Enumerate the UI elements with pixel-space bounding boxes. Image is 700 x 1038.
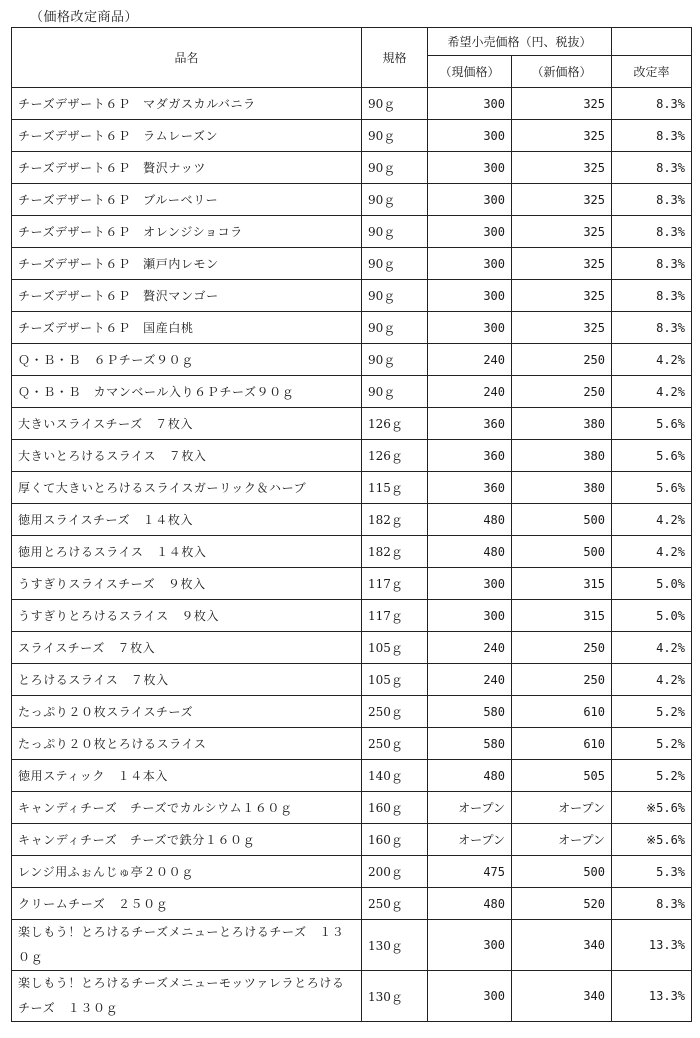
- product-name-cell: 大きいとろけるスライス ７枚入: [12, 440, 362, 472]
- new-price-cell: 325: [512, 152, 612, 184]
- current-price-cell: 300: [428, 216, 512, 248]
- table-row: [12, 728, 692, 760]
- new-price-cell: 325: [512, 312, 612, 344]
- new-price-cell: 610: [512, 728, 612, 760]
- revision-rate-cell: 13.3%: [612, 971, 692, 1022]
- revision-rate-cell: 8.3%: [612, 88, 692, 120]
- current-price-cell: オープン: [428, 824, 512, 856]
- new-price-cell: 250: [512, 344, 612, 376]
- new-price-cell: 315: [512, 600, 612, 632]
- new-price-cell: 505: [512, 760, 612, 792]
- current-price-cell: 475: [428, 856, 512, 888]
- revision-rate-cell: 5.3%: [612, 856, 692, 888]
- spec-cell: 105ｇ: [362, 632, 428, 664]
- spec-cell: 90ｇ: [362, 216, 428, 248]
- current-price-cell: 300: [428, 920, 512, 971]
- spec-cell: 130ｇ: [362, 920, 428, 971]
- table-row: [12, 632, 692, 664]
- spec-cell: 117ｇ: [362, 600, 428, 632]
- table-row: [12, 696, 692, 728]
- product-name-cell: チーズデザート６Ｐ 贅沢ナッツ: [12, 152, 362, 184]
- table-row: [12, 440, 692, 472]
- product-name-cell: 徳用とろけるスライス １４枚入: [12, 536, 362, 568]
- new-price-cell: 380: [512, 408, 612, 440]
- new-price-cell: 325: [512, 216, 612, 248]
- table-row: [12, 760, 692, 792]
- new-price-cell: 340: [512, 920, 612, 971]
- table-row: [12, 312, 692, 344]
- current-price-cell: 240: [428, 376, 512, 408]
- new-price-cell: 325: [512, 280, 612, 312]
- product-name-cell: たっぷり２０枚スライスチーズ: [12, 696, 362, 728]
- current-price-cell: オープン: [428, 792, 512, 824]
- new-price-cell: オープン: [512, 792, 612, 824]
- product-name-cell: チーズデザート６Ｐ 瀬戸内レモン: [12, 248, 362, 280]
- revision-rate-cell: 8.3%: [612, 184, 692, 216]
- revision-rate-cell: 5.6%: [612, 408, 692, 440]
- current-price-cell: 360: [428, 472, 512, 504]
- table-row: [12, 120, 692, 152]
- header-retail-price: 希望小売価格（円、税抜）: [428, 28, 612, 56]
- spec-cell: 126ｇ: [362, 440, 428, 472]
- current-price-cell: 480: [428, 888, 512, 920]
- product-name-cell: 厚くて大きいとろけるスライスガーリック＆ハーブ: [12, 472, 362, 504]
- revision-rate-cell: ※5.6%: [612, 824, 692, 856]
- spec-cell: 90ｇ: [362, 152, 428, 184]
- product-name-cell: クリームチーズ ２５０ｇ: [12, 888, 362, 920]
- new-price-cell: 500: [512, 856, 612, 888]
- current-price-cell: 580: [428, 696, 512, 728]
- current-price-cell: 480: [428, 504, 512, 536]
- current-price-cell: 300: [428, 280, 512, 312]
- current-price-cell: 240: [428, 664, 512, 696]
- revision-rate-cell: 4.2%: [612, 504, 692, 536]
- revision-rate-cell: 5.2%: [612, 760, 692, 792]
- spec-cell: 90ｇ: [362, 280, 428, 312]
- new-price-cell: 325: [512, 120, 612, 152]
- product-name-cell: Ｑ・Ｂ・Ｂ ６Ｐチーズ９０ｇ: [12, 344, 362, 376]
- header-product-name: 品名: [12, 28, 362, 88]
- current-price-cell: 300: [428, 971, 512, 1022]
- current-price-cell: 360: [428, 440, 512, 472]
- revision-rate-cell: 5.2%: [612, 696, 692, 728]
- spec-cell: 126ｇ: [362, 408, 428, 440]
- new-price-cell: 380: [512, 472, 612, 504]
- revision-rate-cell: 4.2%: [612, 664, 692, 696]
- current-price-cell: 300: [428, 248, 512, 280]
- table-row: [12, 184, 692, 216]
- product-name-cell: チーズデザート６Ｐ ラムレーズン: [12, 120, 362, 152]
- product-name-cell: チーズデザート６Ｐ ブルーベリー: [12, 184, 362, 216]
- product-name-cell: とろけるスライス ７枚入: [12, 664, 362, 696]
- product-name-cell: 徳用スティック １４本入: [12, 760, 362, 792]
- revision-rate-cell: 5.2%: [612, 728, 692, 760]
- new-price-cell: 340: [512, 971, 612, 1022]
- table-row: [12, 472, 692, 504]
- revision-rate-cell: 5.6%: [612, 440, 692, 472]
- product-name-cell: うすぎりとろけるスライス ９枚入: [12, 600, 362, 632]
- new-price-cell: オープン: [512, 824, 612, 856]
- new-price-cell: 250: [512, 664, 612, 696]
- header-blank-cell: [612, 28, 692, 56]
- table-row: [12, 536, 692, 568]
- revision-rate-cell: 8.3%: [612, 216, 692, 248]
- product-name-cell: キャンディチーズ チーズでカルシウム１６０ｇ: [12, 792, 362, 824]
- product-name-cell: 大きいスライスチーズ ７枚入: [12, 408, 362, 440]
- spec-cell: 115ｇ: [362, 472, 428, 504]
- new-price-cell: 325: [512, 184, 612, 216]
- product-name-cell: チーズデザート６Ｐ 国産白桃: [12, 312, 362, 344]
- table-row: [12, 88, 692, 120]
- current-price-cell: 360: [428, 408, 512, 440]
- new-price-cell: 520: [512, 888, 612, 920]
- revision-rate-cell: 8.3%: [612, 120, 692, 152]
- table-row: [12, 344, 692, 376]
- spec-cell: 90ｇ: [362, 184, 428, 216]
- new-price-cell: 250: [512, 632, 612, 664]
- spec-cell: 90ｇ: [362, 344, 428, 376]
- spec-cell: 140ｇ: [362, 760, 428, 792]
- spec-cell: 160ｇ: [362, 792, 428, 824]
- spec-cell: 130ｇ: [362, 971, 428, 1022]
- revision-rate-cell: 8.3%: [612, 152, 692, 184]
- current-price-cell: 480: [428, 760, 512, 792]
- revision-rate-cell: 5.0%: [612, 568, 692, 600]
- new-price-cell: 500: [512, 536, 612, 568]
- table-row: [12, 568, 692, 600]
- table-row: [12, 280, 692, 312]
- revision-rate-cell: 5.0%: [612, 600, 692, 632]
- table-row: [12, 824, 692, 856]
- spec-cell: 250ｇ: [362, 888, 428, 920]
- product-name-cell: スライスチーズ ７枚入: [12, 632, 362, 664]
- header-new-price: （新価格）: [512, 56, 612, 88]
- table-caption: （価格改定商品）: [30, 10, 139, 25]
- current-price-cell: 300: [428, 120, 512, 152]
- new-price-cell: 315: [512, 568, 612, 600]
- product-name-cell: 楽しもう！とろけるチーズメニューとろけるチーズ １３０ｇ: [12, 920, 362, 971]
- product-name-cell: チーズデザート６Ｐ マダガスカルバニラ: [12, 88, 362, 120]
- revision-rate-cell: 4.2%: [612, 536, 692, 568]
- table-row: [12, 408, 692, 440]
- table-row: [12, 664, 692, 696]
- spec-cell: 105ｇ: [362, 664, 428, 696]
- table-row: [12, 600, 692, 632]
- price-revision-table: [11, 27, 692, 1022]
- current-price-cell: 300: [428, 568, 512, 600]
- revision-rate-cell: 8.3%: [612, 248, 692, 280]
- revision-rate-cell: 13.3%: [612, 920, 692, 971]
- current-price-cell: 240: [428, 344, 512, 376]
- spec-cell: 182ｇ: [362, 536, 428, 568]
- product-name-cell: Ｑ・Ｂ・Ｂ カマンベール入り６Ｐチーズ９０ｇ: [12, 376, 362, 408]
- revision-rate-cell: 4.2%: [612, 376, 692, 408]
- new-price-cell: 380: [512, 440, 612, 472]
- table-row: [12, 248, 692, 280]
- spec-cell: 117ｇ: [362, 568, 428, 600]
- product-name-cell: うすぎりスライスチーズ ９枚入: [12, 568, 362, 600]
- spec-cell: 200ｇ: [362, 856, 428, 888]
- revision-rate-cell: 8.3%: [612, 888, 692, 920]
- spec-cell: 90ｇ: [362, 88, 428, 120]
- product-name-cell: レンジ用ふぉんじゅ亭２００ｇ: [12, 856, 362, 888]
- spec-cell: 250ｇ: [362, 696, 428, 728]
- product-name-cell: 徳用スライスチーズ １４枚入: [12, 504, 362, 536]
- product-name-cell: たっぷり２０枚とろけるスライス: [12, 728, 362, 760]
- table-row: [12, 504, 692, 536]
- revision-rate-cell: ※5.6%: [612, 792, 692, 824]
- table-row: [12, 888, 692, 920]
- header-spec: 規格: [362, 28, 428, 88]
- product-name-cell: キャンディチーズ チーズで鉄分１６０ｇ: [12, 824, 362, 856]
- table-row: [12, 376, 692, 408]
- spec-cell: 250ｇ: [362, 728, 428, 760]
- spec-cell: 90ｇ: [362, 248, 428, 280]
- table-row: [12, 856, 692, 888]
- new-price-cell: 325: [512, 248, 612, 280]
- current-price-cell: 300: [428, 600, 512, 632]
- table-row: [12, 971, 692, 1022]
- spec-cell: 182ｇ: [362, 504, 428, 536]
- current-price-cell: 240: [428, 632, 512, 664]
- header-current-price: （現価格）: [428, 56, 512, 88]
- new-price-cell: 325: [512, 88, 612, 120]
- current-price-cell: 300: [428, 88, 512, 120]
- table-row: [12, 216, 692, 248]
- product-name-cell: 楽しもう！とろけるチーズメニューモッツァレラとろけるチーズ １３０ｇ: [12, 971, 362, 1022]
- current-price-cell: 480: [428, 536, 512, 568]
- table-row: [12, 792, 692, 824]
- table-row: [12, 920, 692, 971]
- revision-rate-cell: 4.2%: [612, 632, 692, 664]
- new-price-cell: 610: [512, 696, 612, 728]
- new-price-cell: 500: [512, 504, 612, 536]
- spec-cell: 160ｇ: [362, 824, 428, 856]
- header-revision-rate: 改定率: [612, 56, 692, 88]
- current-price-cell: 300: [428, 152, 512, 184]
- revision-rate-cell: 5.6%: [612, 472, 692, 504]
- spec-cell: 90ｇ: [362, 312, 428, 344]
- spec-cell: 90ｇ: [362, 376, 428, 408]
- product-name-cell: チーズデザート６Ｐ オレンジショコラ: [12, 216, 362, 248]
- current-price-cell: 580: [428, 728, 512, 760]
- revision-rate-cell: 8.3%: [612, 312, 692, 344]
- table-row: [12, 152, 692, 184]
- revision-rate-cell: 4.2%: [612, 344, 692, 376]
- table-body: [12, 88, 692, 1022]
- product-name-cell: チーズデザート６Ｐ 贅沢マンゴー: [12, 280, 362, 312]
- new-price-cell: 250: [512, 376, 612, 408]
- spec-cell: 90ｇ: [362, 120, 428, 152]
- current-price-cell: 300: [428, 184, 512, 216]
- current-price-cell: 300: [428, 312, 512, 344]
- revision-rate-cell: 8.3%: [612, 280, 692, 312]
